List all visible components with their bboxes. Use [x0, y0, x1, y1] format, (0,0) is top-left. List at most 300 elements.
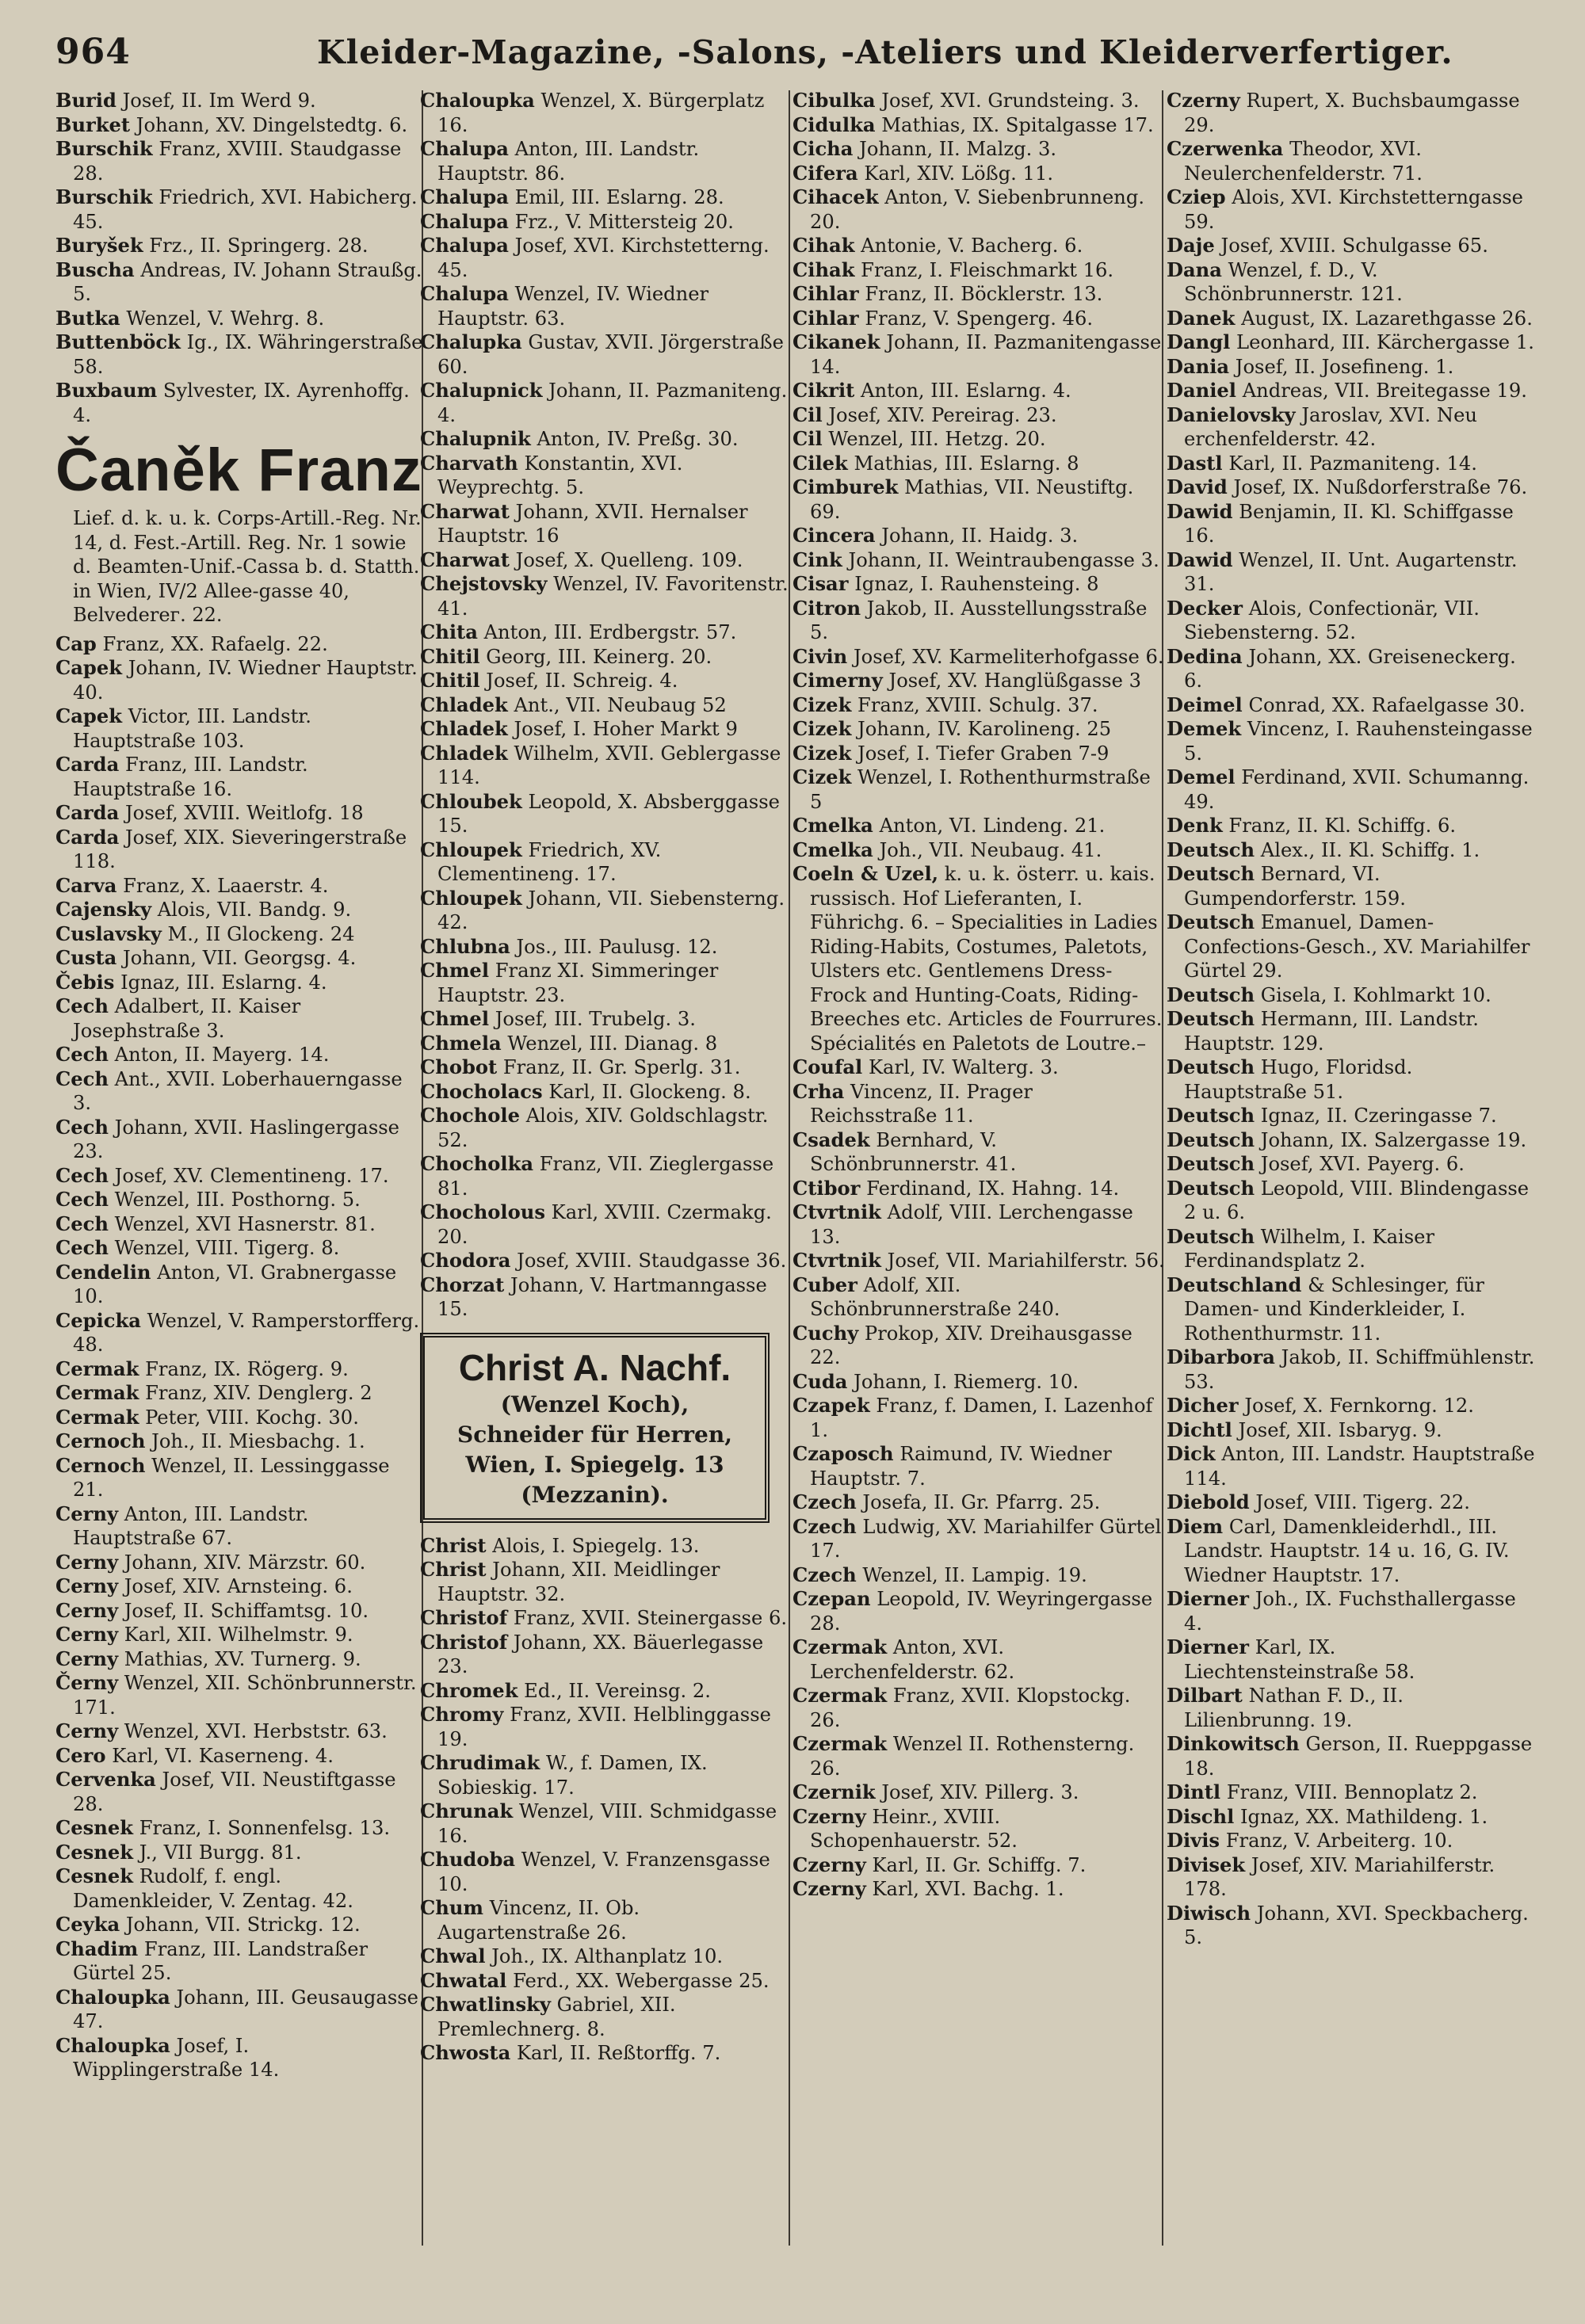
entry-address: Wenzel, V. Wehrg. 8.: [126, 307, 325, 330]
entry-name: Czech: [792, 1563, 857, 1586]
entry-name: Cerny: [55, 1719, 119, 1742]
entry-name: Cermak: [55, 1405, 139, 1429]
directory-entry: [420, 1969, 789, 1994]
entry-address: Andreas, IV. Johann Straußg. 5.: [73, 258, 422, 305]
entry-name: Carva: [55, 873, 117, 897]
directory-entry: [420, 1631, 789, 1679]
entry-name: Cerny: [55, 1550, 119, 1574]
entry-address: Gisela, I. Kohlmarkt 10.: [1260, 983, 1491, 1006]
entry-name: Deimel: [1167, 693, 1243, 716]
column-2: [420, 89, 789, 2066]
directory-entry: [420, 185, 789, 210]
directory-entry: [55, 1164, 424, 1189]
directory-entry: [55, 1574, 424, 1599]
directory-entry: [55, 1719, 424, 1744]
directory-entry: [792, 330, 1165, 379]
directory-entry: [792, 162, 1165, 186]
entry-address: Wenzel, IV. Favoritenstr. 41.: [437, 573, 789, 620]
entry-name: Czermak: [792, 1635, 888, 1658]
entry-address: Alois, XVI. Kirchstetterngasse 59.: [1184, 186, 1523, 233]
directory-entry: [55, 2034, 424, 2082]
entry-name: Chalupa: [420, 282, 509, 305]
entry-address: Josef, X. Quelleng. 109.: [515, 548, 743, 571]
entry-name: Chrunak: [420, 1799, 514, 1822]
entry-address: Anton, III. Eslarng. 4.: [861, 380, 1071, 402]
entry-name: Ctvrtnik: [792, 1249, 881, 1272]
entry-address: Johann, XIV. Märzstr. 60.: [124, 1551, 366, 1574]
entry-address: Vincenz, II. Prager Reichsstraße 11.: [810, 1080, 1033, 1127]
page-title: Kleider-Magazine, -Salons, -Ateliers und Kleiderverfertiger.: [317, 33, 1453, 71]
entry-name: Buryšek: [55, 234, 143, 257]
entry-name: Cifera: [792, 161, 858, 185]
entry-name: Chromy: [420, 1703, 504, 1726]
entry-name: Cepicka: [55, 1308, 141, 1332]
entry-address: Johann, II. Pazmaniteng. 4.: [437, 380, 788, 426]
entry-name: Divisek: [1167, 1853, 1246, 1876]
entry-address: Josef, XVI. Grundsteing. 3.: [881, 90, 1140, 112]
directory-entry: [1167, 185, 1535, 234]
directory-entry: [1167, 983, 1535, 1008]
directory-entry: [792, 1055, 1165, 1080]
entry-name: Csadek: [792, 1128, 870, 1151]
entry-name: Capek: [55, 704, 122, 727]
entry-name: Cizek: [792, 741, 852, 765]
entry-name: Chwosta: [420, 2041, 511, 2064]
directory-entry: [1167, 1177, 1535, 1225]
entry-address: Leopold, VIII. Blindengasse 2 u. 6.: [1184, 1177, 1530, 1223]
entry-address: & Schlesinger, für Damen- und Kinderkleider, I. Rothenthurmstr. 11.: [1184, 1273, 1484, 1345]
directory-entry: [1167, 862, 1535, 910]
entry-name: Dintl: [1167, 1780, 1221, 1803]
directory-entry: [420, 790, 789, 838]
directory-entry: [792, 548, 1165, 573]
entry-name: Chalupa: [420, 137, 509, 160]
directory-entry: [55, 1429, 424, 1454]
entry-address: Josef, I. Wipplingerstraße 14.: [73, 2034, 280, 2081]
entry-name: Cziep: [1167, 185, 1226, 208]
directory-entry: [55, 1599, 424, 1624]
entry-list-pre: [55, 89, 424, 427]
entry-address: Franz XI. Simmeringer Hauptstr. 23.: [437, 960, 719, 1006]
entry-name: Butka: [55, 306, 120, 330]
entry-name: Carda: [55, 825, 120, 849]
directory-entry: [1167, 1007, 1535, 1055]
entry-name: Deutsch: [1167, 838, 1255, 861]
directory-entry: [420, 1055, 789, 1080]
entry-address: Karl, II. Reßtorffg. 7.: [516, 2042, 721, 2064]
entry-address: Ant., VII. Neubaug 52: [514, 693, 727, 716]
entry-name: Diebold: [1167, 1490, 1250, 1513]
entry-name: Dangl: [1167, 330, 1231, 353]
entry-address: Johann, XVII. Haslingergasse 23.: [73, 1116, 399, 1162]
directory-entry: [792, 1780, 1165, 1805]
entry-name: Czermak: [792, 1684, 888, 1707]
entry-name: Chaloupka: [55, 1985, 170, 2009]
entry-name: Chwatlinsky: [420, 1993, 551, 2016]
directory-entry: [1167, 1805, 1535, 1830]
entry-address: Johann, IX. Salzergasse 19.: [1260, 1128, 1527, 1151]
entry-address: M., II Glockeng. 24: [167, 922, 355, 945]
entry-name: Cicha: [792, 137, 854, 160]
directory-entry: [420, 887, 789, 935]
directory-entry: [420, 1703, 789, 1751]
directory-entry: [1167, 1345, 1535, 1394]
column-divider: [789, 90, 790, 2246]
entry-name: Chloupek: [420, 886, 522, 910]
entry-name: Černy: [55, 1671, 119, 1694]
directory-entry: [1167, 1273, 1535, 1346]
entry-name: Dawid: [1167, 548, 1233, 571]
entry-address: Gustav, XVII. Jörgerstraße 60.: [437, 331, 784, 378]
directory-entry: [55, 1647, 424, 1672]
entry-name: Coeln & Uzel,: [792, 862, 939, 885]
directory-entry: [1167, 1780, 1535, 1805]
entry-address: Alois, Confectionär, VII. Siebensterng. 52.: [1184, 597, 1480, 643]
directory-entry: [792, 1853, 1165, 1878]
entry-address: Franz, III. Landstr. Hauptstraße 16.: [73, 754, 308, 800]
entry-name: Chwal: [420, 1944, 486, 1967]
entry-address: Wilhelm, XVII. Geblergasse 114.: [437, 742, 781, 788]
directory-entry: [55, 1357, 424, 1382]
entry-address: Conrad, XX. Rafaelgasse 30.: [1248, 693, 1526, 716]
entry-name: Cech: [55, 1115, 109, 1139]
entry-list-post: [420, 1534, 789, 2066]
entry-address: Johann, II. Pazmanitengasse 14.: [810, 331, 1162, 378]
entry-name: Chalupka: [420, 330, 522, 353]
entry-name: Chum: [420, 1896, 484, 1919]
directory-entry: [420, 210, 789, 235]
entry-address: Wenzel, II. Unt. Augartenstr. 31.: [1184, 548, 1518, 595]
entry-address: Emil, III. Eslarng. 28.: [514, 186, 724, 208]
directory-entry: [1167, 307, 1535, 331]
entry-address: Karl, XVIII. Czermakg. 20.: [437, 1201, 772, 1248]
entry-address: Franz, I. Sonnenfelsg. 13.: [139, 1817, 391, 1839]
entry-address: Franz, III. Landstraßer Gürtel 25.: [73, 1937, 369, 1984]
entry-address: Alois, VII. Bandg. 9.: [157, 899, 352, 921]
entry-name: Chaloupka: [55, 2033, 170, 2057]
directory-entry: [1167, 765, 1535, 814]
entry-name: Cizek: [792, 765, 852, 788]
directory-entry: [792, 475, 1165, 524]
directory-entry: [792, 1490, 1165, 1515]
entry-address: Anton, VI. Lindeng. 21.: [879, 815, 1106, 837]
entry-name: Ceyka: [55, 1913, 120, 1936]
entry-address: Anton, III. Landstr. Hauptstr. 86.: [437, 138, 700, 185]
directory-entry: [420, 89, 789, 137]
directory-entry: [792, 597, 1165, 645]
entry-name: Chmela: [420, 1031, 502, 1055]
entry-name: Cmelka: [792, 814, 873, 837]
entry-address: Josef, II. Schreig. 4.: [486, 670, 678, 692]
entry-address: Leopold, IV. Weyringergasse 28.: [810, 1588, 1153, 1635]
entry-address: Ig., IX. Währingerstraße 58.: [73, 331, 423, 378]
entry-address: Ignaz, I. Rauhensteing. 8: [854, 573, 1099, 595]
entry-address: Anton, III. Erdbergstr. 57.: [483, 621, 737, 643]
entry-address: Wenzel, V. Ramperstorfferg. 48.: [73, 1309, 420, 1356]
entry-name: Christof: [420, 1606, 508, 1629]
entry-address: Wenzel, IV. Wiedner Hauptstr. 63.: [437, 283, 709, 330]
directory-entry: [420, 693, 789, 718]
entry-address: Johann, VII. Strickg. 12.: [125, 1914, 361, 1936]
advert-box-line: (Wenzel Koch),: [500, 1391, 689, 1418]
entry-address: Friedrich, XVI. Habicherg. 45.: [73, 186, 418, 233]
directory-entry: [420, 2041, 789, 2066]
directory-entry: [420, 1152, 789, 1200]
entry-name: Cech: [55, 1212, 109, 1235]
directory-entry: [792, 379, 1165, 403]
entry-name: Cernoch: [55, 1453, 146, 1477]
directory-entry: [792, 282, 1165, 307]
entry-address: Franz, VIII. Bennoplatz 2.: [1226, 1781, 1478, 1803]
directory-entry: [55, 137, 424, 185]
directory-entry: [792, 89, 1165, 113]
entry-address: Johann, XX. Bäuerlegasse 23.: [437, 1631, 764, 1677]
entry-name: Cink: [792, 548, 842, 571]
entry-address: Wenzel, I. Rothenthurmstraße 5: [810, 766, 1151, 813]
entry-address: Ferd., XX. Webergasse 25.: [513, 1969, 770, 1992]
entry-name: Ctibor: [792, 1176, 861, 1200]
entry-name: Cimburek: [792, 475, 899, 498]
entry-name: Deutsch: [1167, 862, 1255, 885]
entry-name: Cilek: [792, 451, 848, 475]
entry-name: Chrudimak: [420, 1751, 540, 1774]
entry-name: Cil: [792, 403, 823, 426]
directory-entry: [1167, 910, 1535, 983]
directory-entry: [1167, 258, 1535, 307]
entry-name: Custa: [55, 946, 117, 969]
entry-address: Wenzel, XVI. Herbststr. 63.: [124, 1720, 388, 1742]
entry-address: Frz., II. Springerg. 28.: [149, 235, 369, 257]
entry-address: Gerson, II. Rueppgasse 18.: [1184, 1733, 1533, 1780]
entry-name: Cimerny: [792, 669, 883, 692]
entry-address: Karl, XVI. Bachg. 1.: [872, 1878, 1064, 1900]
entry-name: David: [1167, 475, 1228, 498]
entry-address: Alois, XIV. Goldschlagstr. 52.: [437, 1105, 769, 1151]
directory-entry: [792, 838, 1165, 863]
directory-entry: [792, 1684, 1165, 1732]
entry-name: Diwisch: [1167, 1901, 1251, 1925]
directory-entry: [1167, 1104, 1535, 1128]
entry-name: Dick: [1167, 1442, 1216, 1465]
entry-address: Leonhard, III. Kärchergasse 1.: [1236, 331, 1534, 353]
advert-box-line: Wien, I. Spiegelg. 13: [465, 1451, 724, 1478]
entry-name: Chloubek: [420, 789, 522, 813]
entry-name: Christ: [420, 1558, 487, 1581]
column-4: [1167, 89, 1535, 1950]
entry-address: Franz, XX. Rafaelg. 22.: [102, 632, 328, 655]
directory-entry: [55, 1236, 424, 1261]
entry-address: Leopold, X. Absberggasse 15.: [437, 790, 780, 837]
entry-address: Anton, III. Landstr. Hauptstraße 67.: [73, 1502, 309, 1549]
directory-entry: [792, 1805, 1165, 1853]
directory-entry: [55, 946, 424, 971]
entry-name: Deutsch: [1167, 1176, 1255, 1200]
entry-address: Ferdinand, XVII. Schumanng. 49.: [1184, 766, 1530, 813]
entry-address: Emanuel, Damen-Confections-Gesch., XV. Mariahilfer Gürtel 29.: [1184, 911, 1530, 982]
directory-entry: [55, 258, 424, 307]
entry-address: Jakob, II. Ausstellungsstraße 5.: [810, 597, 1148, 643]
directory-entry: [420, 1896, 789, 1944]
directory-entry: [792, 1200, 1165, 1249]
entry-name: Deutsch: [1167, 1128, 1255, 1151]
entry-name: Demek: [1167, 717, 1242, 740]
entry-name: Cibulka: [792, 89, 876, 112]
entry-address: Franz, X. Laaerstr. 4.: [123, 874, 329, 897]
entry-address: Josef, XIX. Sieveringerstraße 118.: [73, 826, 407, 872]
directory-entry: [55, 1816, 424, 1841]
entry-address: Karl, II. Pazmaniteng. 14.: [1228, 452, 1477, 475]
entry-address: Joh., VII. Neubaug. 41.: [879, 838, 1102, 861]
entry-name: Chloupek: [420, 838, 522, 861]
entry-name: Charvath: [420, 451, 518, 475]
entry-name: Dichtl: [1167, 1418, 1232, 1441]
entry-address: Adolf, XII. Schönbrunnerstraße 240.: [810, 1273, 1060, 1320]
directory-entry: [55, 1188, 424, 1212]
entry-name: Cizek: [792, 717, 852, 740]
entry-address: Mathias, VII. Neustiftg. 69.: [810, 476, 1134, 523]
directory-entry: [792, 1442, 1165, 1490]
entry-address: Josef, XVIII. Schulgasse 65.: [1220, 235, 1488, 257]
entry-name: Deutsch: [1167, 1007, 1255, 1030]
entry-address: Rudolf, f. engl. Damenkleider, V. Zentag. 42.: [73, 1865, 353, 1912]
entry-address: Franz, XVIII. Schulg. 37.: [857, 693, 1098, 716]
entry-address: Andreas, VII. Breitegasse 19.: [1242, 380, 1527, 402]
entry-address: Theodor, XVI. Neulerchenfelderstr. 71.: [1184, 138, 1423, 185]
directory-entry: [420, 137, 789, 185]
directory-entry: [420, 379, 789, 427]
directory-entry: [55, 1261, 424, 1309]
directory-entry: [55, 1406, 424, 1430]
directory-entry: [55, 632, 424, 657]
directory-entry: [55, 753, 424, 801]
directory-entry: [420, 500, 789, 548]
entry-name: Dicher: [1167, 1394, 1239, 1417]
directory-entry: [55, 826, 424, 874]
directory-entry: [792, 113, 1165, 138]
directory-entry: [55, 1623, 424, 1647]
entry-address: Karl, IX. Liechtensteinstraße 58.: [1184, 1636, 1415, 1683]
entry-name: Cuslavsky: [55, 922, 162, 945]
directory-entry: [420, 1032, 789, 1056]
entry-name: Dilbart: [1167, 1684, 1243, 1707]
entry-name: Czepan: [792, 1587, 871, 1610]
directory-entry: [55, 1986, 424, 2034]
entry-address: Joh., II. Miesbachg. 1.: [151, 1430, 365, 1452]
entry-name: Chochole: [420, 1104, 520, 1127]
entry-name: Cermak: [55, 1381, 139, 1404]
entry-address: Johann, XVI. Speckbacherg. 5.: [1184, 1902, 1529, 1948]
entry-address: Jos., III. Paulusg. 12.: [516, 935, 718, 958]
entry-name: Cerny: [55, 1598, 119, 1622]
entry-address: Josef, I. Hoher Markt 9: [514, 718, 738, 740]
directory-entry: [792, 1732, 1165, 1780]
entry-address: Vincenz, I. Rauhensteingasse 5.: [1184, 718, 1533, 765]
entry-address: Alois, I. Spiegelg. 13.: [492, 1534, 700, 1557]
directory-entry: [1167, 1732, 1535, 1780]
directory-entry: [792, 669, 1165, 693]
directory-entry: [55, 1212, 424, 1237]
directory-entry: [1167, 355, 1535, 380]
directory-entry: [420, 1944, 789, 1969]
directory-entry: [1167, 1635, 1535, 1684]
directory-entry: [420, 1848, 789, 1896]
entry-address: Friedrich, XV. Clementineng. 17.: [437, 838, 662, 885]
directory-entry: [792, 427, 1165, 452]
entry-address: Josef, XVI. Kirchstetterng. 45.: [437, 235, 770, 281]
entry-address: Hugo, Floridsd. Hauptstraße 51.: [1184, 1056, 1413, 1103]
directory-entry: [420, 717, 789, 742]
directory-entry: [792, 1177, 1165, 1201]
entry-address: Heinr., XVIII. Schopenhauerstr. 52.: [810, 1805, 1018, 1852]
entry-name: Cerny: [55, 1574, 119, 1597]
entry-name: Chromek: [420, 1678, 518, 1702]
entry-address: Anton, V. Siebenbrunneng. 20.: [810, 186, 1145, 233]
entry-address: Franz, IX. Rögerg. 9.: [145, 1357, 349, 1380]
entry-address: Franz, f. Damen, I. Lazenhof 1.: [810, 1395, 1153, 1441]
entry-name: Czerny: [792, 1804, 866, 1828]
entry-address: Vincenz, II. Ob. Augartenstraße 26.: [437, 1897, 640, 1944]
entry-name: Dania: [1167, 354, 1230, 378]
entry-address: Josef, XVIII. Staudgasse 36.: [517, 1250, 787, 1272]
entry-name: Czerwenka: [1167, 137, 1284, 160]
entry-address: Ferdinand, IX. Hahng. 14.: [866, 1177, 1120, 1200]
entry-address: Adalbert, II. Kaiser Josephstraße 3.: [73, 995, 301, 1042]
entry-address: Franz, II. Böcklerstr. 13.: [865, 283, 1103, 305]
entry-name: Burschik: [55, 137, 153, 160]
entry-name: Buxbaum: [55, 379, 158, 402]
directory-entry: [420, 1104, 789, 1152]
entry-name: Cihacek: [792, 185, 879, 208]
entry-address: Raimund, IV. Wiedner Hauptstr. 7.: [810, 1443, 1112, 1490]
entry-name: Chwatal: [420, 1968, 507, 1992]
entry-address: Josef, III. Trubelg. 3.: [495, 1008, 696, 1030]
entry-name: Cech: [55, 1236, 109, 1259]
directory-entry: [55, 185, 424, 234]
entry-address: Wenzel, XVI Hasnerstr. 81.: [114, 1212, 376, 1235]
directory-entry: [1167, 403, 1535, 452]
entry-name: Cendelin: [55, 1260, 151, 1284]
entry-address: Josef, II. Schiffamtsg. 10.: [124, 1599, 369, 1622]
directory-entry: [55, 1551, 424, 1575]
directory-entry: [1167, 89, 1535, 137]
directory-entry: [55, 1116, 424, 1164]
entry-address: Sylvester, IX. Ayrenhoffg. 4.: [73, 380, 410, 426]
entry-name: Cap: [55, 632, 97, 655]
entry-name: Civin: [792, 644, 848, 668]
entry-name: Chalupa: [420, 234, 509, 257]
entry-name: Dana: [1167, 258, 1222, 281]
entry-address: Nathan F. D., II. Lilienbrunng. 19.: [1184, 1685, 1404, 1731]
entry-name: Deutsch: [1167, 983, 1255, 1006]
entry-name: Capek: [55, 656, 122, 679]
directory-entry: [420, 1080, 789, 1105]
entry-name: Chorzat: [420, 1273, 505, 1296]
directory-entry: [55, 330, 424, 379]
directory-entry: [55, 898, 424, 922]
entry-address: Anton, XVI. Lerchenfelderstr. 62.: [810, 1636, 1015, 1683]
entry-address: Jakob, II. Schiffmühlenstr. 53.: [1184, 1346, 1535, 1393]
entry-name: Chalupnik: [420, 427, 531, 450]
directory-entry: [55, 874, 424, 899]
entry-name: Chladek: [420, 717, 508, 740]
entry-name: Cesnek: [55, 1816, 133, 1839]
entry-address: Anton, II. Mayerg. 14.: [114, 1044, 330, 1066]
entry-name: Burid: [55, 89, 116, 112]
directory-entry: [420, 620, 789, 645]
directory-entry: [55, 1381, 424, 1406]
entry-address: Josef, XIV. Mariahilferstr. 178.: [1184, 1853, 1495, 1900]
entry-address: Bernhard, V. Schönbrunnerstr. 41.: [810, 1128, 1017, 1175]
